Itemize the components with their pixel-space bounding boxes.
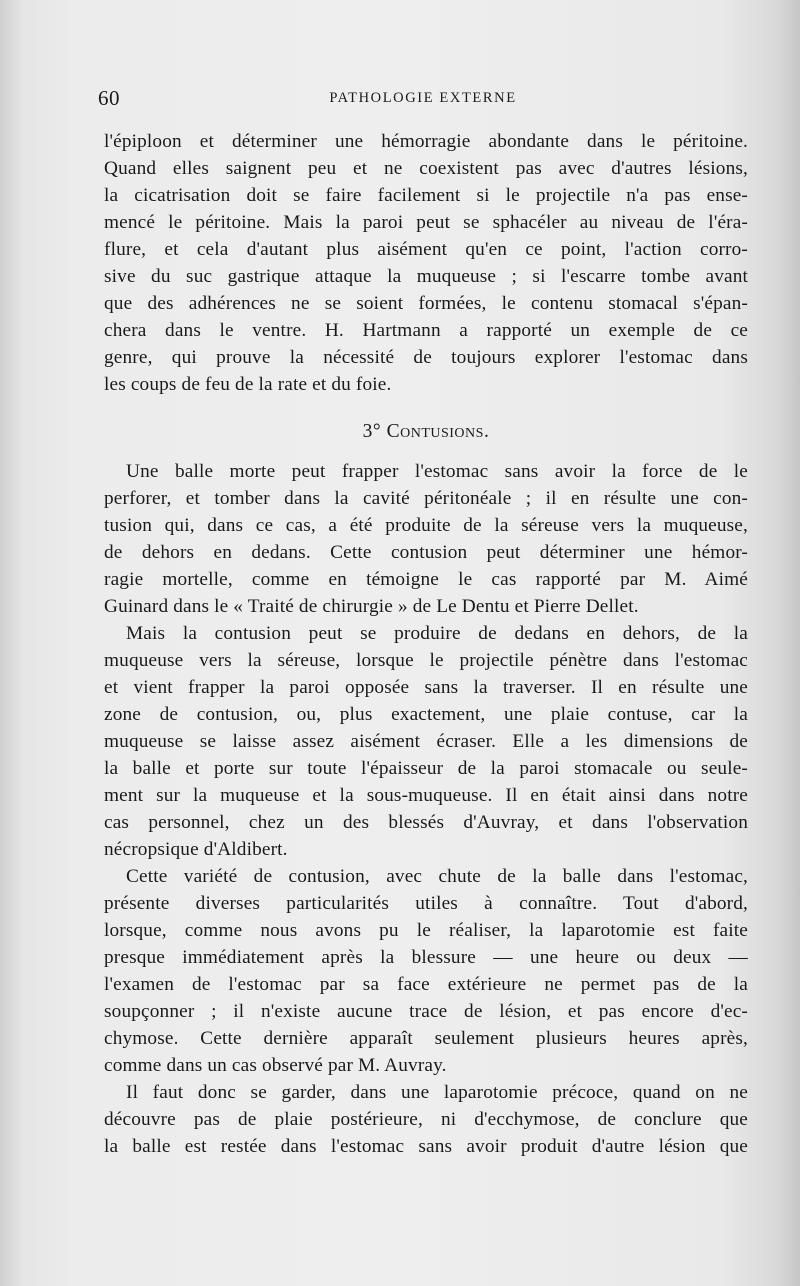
paragraph (104, 458, 748, 620)
text-line: zone de contusion, ou, plus exactement, une plaie contuse, car la (104, 704, 748, 725)
text-line: présente diverses particularités utiles à connaître. Tout d'abord, (104, 893, 748, 914)
text-line: la balle est restée dans l'estomac sans avoir produit d'autre lésion que (104, 1136, 748, 1157)
page-body (104, 128, 748, 1160)
text-line: Cette variété de contusion, avec chute de la balle dans l'estomac, (126, 866, 748, 887)
text-line: chera dans le ventre. H. Hartmann a rapporté un exemple de ce (104, 320, 748, 341)
running-title: PATHOLOGIE EXTERNE (329, 90, 517, 106)
text-line: Quand elles saignent peu et ne coexistent pas avec d'autres lésions, (104, 158, 748, 179)
text-line: et vient frapper la paroi opposée sans la traverser. Il en résulte une (104, 677, 748, 698)
paragraph-group-after-section (104, 458, 748, 1160)
section-number: 3° (362, 421, 382, 442)
paragraph-group-before-section (104, 128, 748, 398)
page-number: 60 (98, 86, 120, 110)
paragraph (104, 863, 748, 1079)
text-line: flure, et cela d'autant plus aisément qu'en ce point, l'action corro- (104, 239, 748, 260)
page-header (98, 86, 748, 112)
text-line: Mais la contusion peut se produire de dedans en dehors, de la (126, 623, 748, 644)
paragraph (104, 128, 748, 398)
text-line: soupçonner ; il n'existe aucune trace de lésion, et pas encore d'ec- (104, 1001, 748, 1022)
section-heading (104, 410, 748, 446)
text-line: sive du suc gastrique attaque la muqueuse ; si l'escarre tombe avant (104, 266, 748, 287)
text-line: ragie mortelle, comme en témoigne le cas rapporté par M. Aimé (104, 569, 748, 590)
text-line: comme dans un cas observé par M. Auvray. (104, 1055, 447, 1076)
text-line: la cicatrisation doit se faire facilement si le projectile n'a pas ense- (104, 185, 748, 206)
text-line: nécropsique d'Aldibert. (104, 839, 288, 860)
paragraph (104, 620, 748, 863)
text-line: cas personnel, chez un des blessés d'Auvray, et dans l'observation (104, 812, 748, 833)
text-line: de dehors en dedans. Cette contusion peut déterminer une hémor- (104, 542, 748, 563)
text-line: découvre pas de plaie postérieure, ni d'ecchymose, de conclure que (104, 1109, 748, 1130)
text-line: muqueuse vers la séreuse, lorsque le projectile pénètre dans l'estomac (104, 650, 748, 671)
text-line: l'examen de l'estomac par sa face extérieure ne permet pas de la (104, 974, 748, 995)
text-line: tusion qui, dans ce cas, a été produite de la séreuse vers la muqueuse, (104, 515, 748, 536)
text-line: la balle et porte sur toute l'épaisseur de la paroi stomacale ou seule- (104, 758, 748, 779)
text-line: chymose. Cette dernière apparaît seulement plusieurs heures après, (104, 1028, 748, 1049)
text-line: mencé le péritoine. Mais la paroi peut se sphacéler au niveau de l'éra- (104, 212, 748, 233)
text-line: Il faut donc se garder, dans une laparotomie précoce, quand on ne (126, 1082, 748, 1103)
section-title: Contusions. (386, 421, 490, 442)
text-line: presque immédiatement après la blessure — une heure ou deux — (104, 947, 748, 968)
text-line: muqueuse se laisse assez aisément écraser. Elle a les dimensions de (104, 731, 748, 752)
text-line: que des adhérences ne se soient formées, le contenu stomacal s'épan- (104, 293, 748, 314)
text-line: ment sur la muqueuse et la sous-muqueuse. Il en était ainsi dans notre (104, 785, 748, 806)
text-line: Une balle morte peut frapper l'estomac sans avoir la force de le (126, 461, 748, 482)
text-line: perforer, et tomber dans la cavité péritonéale ; il en résulte une con- (104, 488, 748, 509)
text-line: Guinard dans le « Traité de chirurgie » de Le Dentu et Pierre Dellet. (104, 596, 639, 617)
paragraph (104, 1079, 748, 1160)
text-line: les coups de feu de la rate et du foie. (104, 374, 392, 395)
text-line: l'épiploon et déterminer une hémorragie abondante dans le péritoine. (104, 131, 748, 152)
text-line: genre, qui prouve la nécessité de toujours explorer l'estomac dans (104, 347, 748, 368)
text-line: lorsque, comme nous avons pu le réaliser, la laparotomie est faite (104, 920, 748, 941)
